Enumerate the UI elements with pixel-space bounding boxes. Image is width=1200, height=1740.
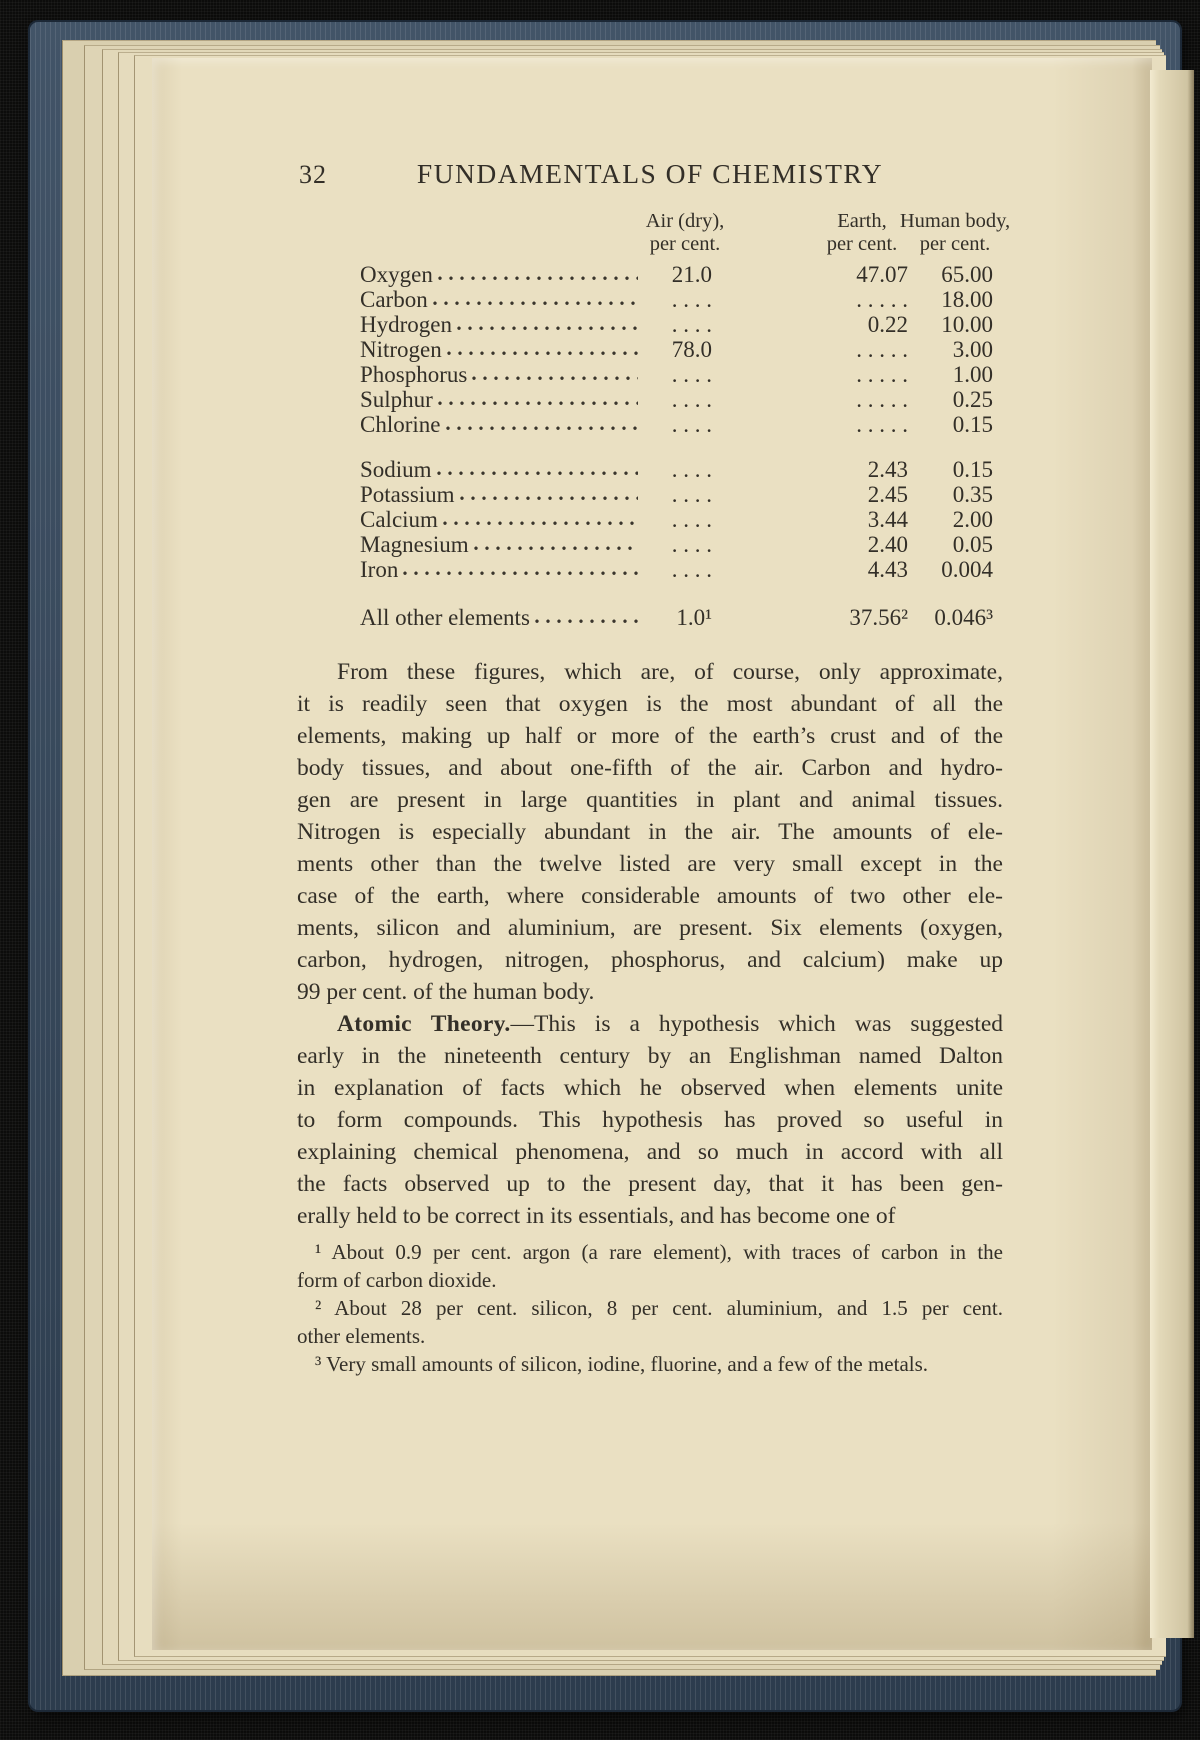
dot-leader	[403, 557, 638, 582]
human-body-value: 0.35	[952, 482, 993, 507]
element-name: Sodium	[360, 457, 432, 482]
dot-leader	[535, 605, 638, 630]
footnote-line: ¹ About 0.9 per cent. argon (a rare element), with traces of carbon in the	[315, 1240, 1003, 1264]
dot-leader	[474, 532, 638, 557]
air-value: 21.0	[671, 262, 712, 287]
element-name: Hydrogen	[360, 312, 452, 337]
earth-value: 3.44	[867, 507, 908, 532]
earth-value: . . . . .	[856, 387, 908, 412]
air-value: 1.0¹	[676, 605, 712, 630]
paragraph-line: ments, silicon and aluminium, are present. Six elements (oxygen,	[297, 915, 1003, 941]
paragraph-line: to form compounds. This hypothesis has proved so useful in	[297, 1107, 1003, 1133]
element-name: Sulphur	[360, 387, 433, 412]
earth-value: 47.07	[856, 262, 908, 287]
earth-value: . . . . .	[856, 337, 908, 362]
earth-value: . . . . .	[856, 287, 908, 312]
footnote-line: other elements.	[297, 1324, 426, 1348]
dot-leader	[460, 482, 638, 507]
human-body-value: 18.00	[941, 287, 993, 312]
page-fore-edge	[1150, 70, 1194, 1638]
earth-value: 0.22	[867, 312, 908, 337]
col-header-human-body: Human body, per cent.	[899, 210, 1011, 255]
air-value: . . . .	[671, 412, 712, 437]
air-value: . . . .	[671, 482, 712, 507]
element-name: Phosphorus	[360, 362, 468, 387]
paragraph-line: early in the nineteenth century by an Englishman named Dalton	[297, 1043, 1003, 1069]
paragraph-line: the facts observed up to the present day, that it has been gen-	[297, 1171, 1003, 1197]
table-column-headers	[360, 210, 1011, 262]
col-header-air: Air (dry), per cent.	[645, 210, 725, 255]
human-body-value: 65.00	[941, 262, 993, 287]
paragraph-line: erally held to be correct in its essentials, and has become one of	[297, 1203, 896, 1229]
air-value: 78.0	[671, 337, 712, 362]
atomic-theory-heading-line	[297, 1008, 1003, 1040]
atomic-theory-lead: Atomic Theory.	[337, 1011, 511, 1037]
element-name: Nitrogen	[360, 337, 442, 362]
human-body-value: 1.00	[952, 362, 993, 387]
table-row	[360, 287, 1005, 312]
paragraph-line: elements, making up half or more of the earth’s crust and of the	[297, 723, 1003, 749]
paragraph-line: gen are present in large quantities in plant and animal tissues.	[297, 787, 1003, 813]
paragraph-line: Nitrogen is especially abundant in the air. The amounts of ele-	[297, 819, 1003, 845]
table-row	[360, 507, 1005, 532]
air-value: . . . .	[671, 287, 712, 312]
body-text	[297, 656, 1003, 1232]
earth-value: 2.43	[867, 457, 908, 482]
table-row-all-other-elements	[360, 605, 1005, 630]
footnote-line: form of carbon dioxide.	[297, 1268, 497, 1292]
paragraph-line: in explanation of facts which he observed when elements unite	[297, 1075, 1003, 1101]
earth-value: . . . . .	[856, 362, 908, 387]
human-body-value: 3.00	[952, 337, 993, 362]
elements-table	[360, 210, 1011, 630]
air-value: . . . .	[671, 557, 712, 582]
dot-leader	[472, 362, 638, 387]
table-row	[360, 362, 1005, 387]
table-row	[360, 482, 1005, 507]
human-body-value: 0.15	[952, 412, 993, 437]
paragraph-line: it is readily seen that oxygen is the most abundant of all the	[297, 691, 1003, 717]
dot-leader	[446, 412, 639, 437]
page-header	[297, 158, 1003, 192]
element-name: All other elements	[360, 605, 530, 630]
dot-leader	[438, 387, 638, 412]
table-row	[360, 557, 1005, 582]
element-name: Calcium	[360, 507, 438, 532]
human-body-value: 0.25	[952, 387, 993, 412]
air-value: . . . .	[671, 362, 712, 387]
air-value: . . . .	[671, 387, 712, 412]
dot-leader	[433, 287, 638, 312]
col-header-earth: Earth, per cent.	[826, 210, 898, 255]
paragraph-line: From these figures, which are, of course, only approximate,	[337, 659, 1003, 685]
element-name: Carbon	[360, 287, 428, 312]
dot-leader	[457, 312, 638, 337]
element-name: Oxygen	[360, 262, 433, 287]
human-body-value: 10.00	[941, 312, 993, 337]
earth-value: 4.43	[867, 557, 908, 582]
footnotes	[297, 1238, 1003, 1378]
air-value: . . . .	[671, 457, 712, 482]
running-head: FUNDAMENTALS OF CHEMISTRY	[416, 158, 884, 189]
table-row	[360, 387, 1005, 412]
table-row	[360, 412, 1005, 437]
element-name: Chlorine	[360, 412, 441, 437]
table-row	[360, 457, 1005, 482]
table-row	[360, 337, 1005, 362]
table-row	[360, 262, 1005, 287]
element-name: Iron	[360, 557, 399, 582]
paragraph-line: —This is a hypothesis which was suggested	[510, 1011, 1003, 1037]
human-body-value: 0.004	[941, 557, 993, 582]
footnote-line: ² About 28 per cent. silicon, 8 per cent. aluminium, and 1.5 per cent.	[315, 1296, 1003, 1320]
page-number: 32	[299, 160, 327, 189]
paragraph-line: 99 per cent. of the human body.	[297, 979, 595, 1005]
human-body-value: 0.05	[952, 532, 993, 557]
earth-value: . . . . .	[856, 412, 908, 437]
element-name: Magnesium	[360, 532, 469, 557]
earth-value: 2.45	[867, 482, 908, 507]
table-row	[360, 532, 1005, 557]
paragraph-line: carbon, hydrogen, nitrogen, phosphorus, and calcium) make up	[297, 947, 1003, 973]
footnote-line: ³ Very small amounts of silicon, iodine, fluorine, and a few of the metals.	[315, 1352, 929, 1376]
paragraph-line: explaining chemical phenomena, and so much in accord with all	[297, 1139, 1003, 1165]
earth-value: 37.56²	[849, 605, 908, 630]
human-body-value: 2.00	[952, 507, 993, 532]
paragraph-line: body tissues, and about one-fifth of the air. Carbon and hydro-	[297, 755, 1003, 781]
book-page	[152, 58, 1152, 1650]
human-body-value: 0.046³	[934, 605, 993, 630]
dot-leader	[447, 337, 638, 362]
element-name: Potassium	[360, 482, 455, 507]
dot-leader	[437, 457, 638, 482]
human-body-value: 0.15	[952, 457, 993, 482]
air-value: . . . .	[671, 507, 712, 532]
air-value: . . . .	[671, 312, 712, 337]
air-value: . . . .	[671, 532, 712, 557]
table-row	[360, 312, 1005, 337]
dot-leader	[443, 507, 638, 532]
earth-value: 2.40	[867, 532, 908, 557]
paragraph-line: ments other than the twelve listed are very small except in the	[297, 851, 1003, 877]
paragraph-line: case of the earth, where considerable amounts of two other ele-	[297, 883, 1003, 909]
dot-leader	[438, 262, 638, 287]
